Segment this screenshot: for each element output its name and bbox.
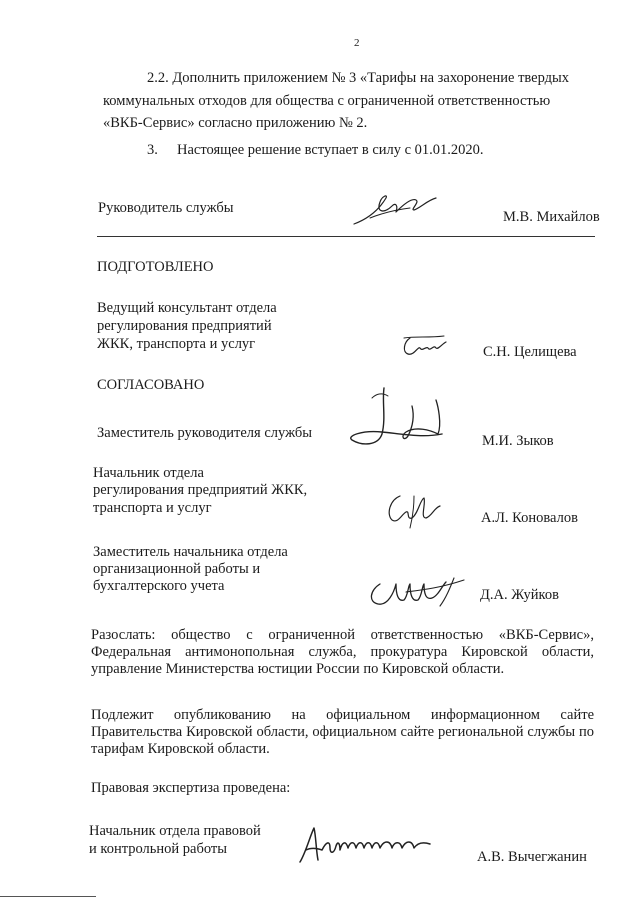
clause-2-2-line-3: «ВКБ-Сервис» согласно приложению № 2.: [103, 115, 368, 131]
signer-2-role-line-3: транспорта и услуг: [93, 500, 212, 516]
prepared-role-line-1: Ведущий консультант отдела: [97, 300, 277, 316]
prepared-heading: ПОДГОТОВЛЕНО: [97, 259, 214, 275]
prepared-role-line-3: ЖКК, транспорта и услуг: [97, 336, 256, 352]
footnote-rule: [0, 896, 96, 897]
distribution-list: Разослать: общество с ограниченной ответственностью «ВКБ-Сервис», Федеральная антимонопольная служба, прокуратура Кировской области, управление Министерства юстиции России по Кировской области.: [91, 627, 594, 677]
separator-line: [97, 236, 595, 237]
head-signature: [350, 188, 440, 230]
signer-3-role-line-2: организационной работы и: [93, 561, 261, 577]
page-number: 2: [354, 37, 360, 49]
signer-1-name: М.И. Зыков: [482, 433, 554, 449]
signer-3-role-line-1: Заместитель начальника отдела: [93, 544, 288, 560]
legal-role-line-1: Начальник отдела правовой: [89, 823, 261, 839]
legal-role-line-2: и контрольной работы: [89, 841, 227, 857]
clause-3-number: 3.: [147, 142, 158, 158]
signer-3-signature: [366, 570, 476, 612]
signer-2-name: А.Л. Коновалов: [481, 510, 578, 526]
clause-3-text: Настоящее решение вступает в силу с 01.01.2020.: [177, 142, 484, 158]
head-role: Руководитель службы: [98, 200, 234, 216]
signer-2-signature: [384, 488, 446, 532]
agreed-heading: СОГЛАСОВАНО: [97, 377, 205, 393]
legal-review-note: Правовая экспертиза проведена:: [91, 780, 291, 796]
clause-2-2-line-2: коммунальных отходов для общества с ограниченной ответственностью: [103, 93, 551, 109]
signer-1-role: Заместитель руководителя службы: [97, 425, 313, 441]
signer-2-role-line-2: регулирования предприятий ЖКК,: [93, 482, 308, 498]
signer-2-role-line-1: Начальник отдела: [93, 465, 204, 481]
prepared-signature: [400, 332, 452, 362]
signer-3-role-line-3: бухгалтерского учета: [93, 578, 225, 594]
legal-signature: [296, 822, 436, 868]
prepared-name: С.Н. Целищева: [483, 344, 577, 360]
signer-1-signature: [342, 384, 452, 454]
legal-name: А.В. Вычегжанин: [477, 849, 587, 865]
prepared-role-line-2: регулирования предприятий: [97, 318, 272, 334]
head-name: М.В. Михайлов: [503, 209, 600, 225]
publication-note: Подлежит опубликованию на официальном информационном сайте Правительства Кировской области, официальном сайте региональной службы по тарифам Кировской области.: [91, 707, 594, 757]
clause-2-2-line-1: 2.2. Дополнить приложением № 3 «Тарифы на захоронение твердых: [147, 70, 570, 86]
signer-3-name: Д.А. Жуйков: [480, 587, 559, 603]
